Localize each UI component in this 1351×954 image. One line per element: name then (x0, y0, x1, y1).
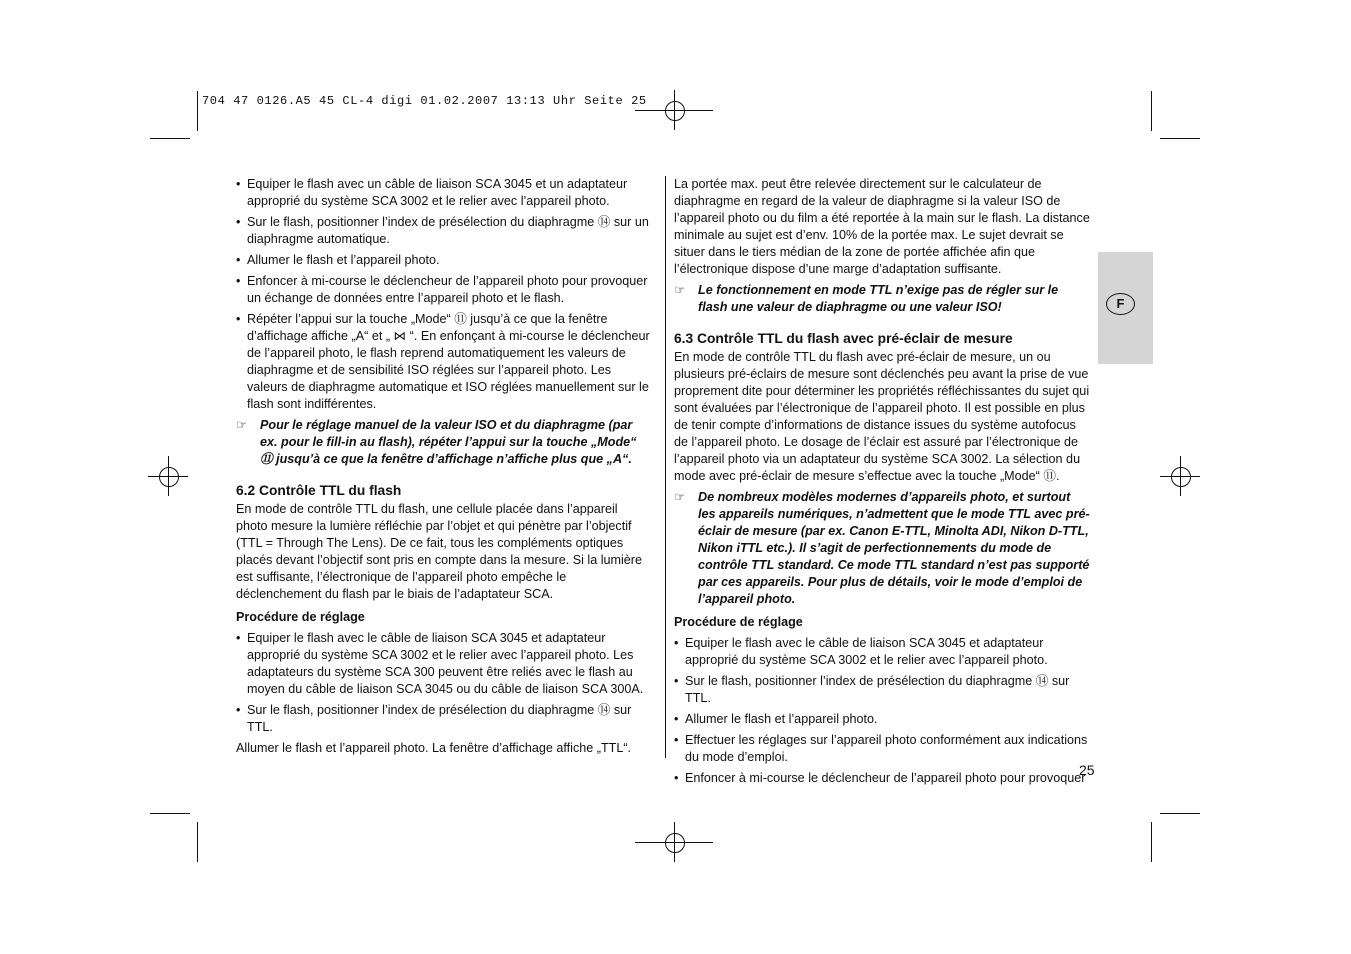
list-item: • Equiper le flash avec le câble de liaison SCA 3045 et adaptateur approprié du système SCA 3002 et le relier avec l’appareil photo. (674, 636, 1048, 667)
crop-mark (150, 138, 190, 139)
list-item: • Sur le flash, positionner l’index de présélection du diaphragme ⑭ sur TTL. (674, 674, 1070, 705)
list-item: • Equiper le flash avec le câble de liaison SCA 3045 et adaptateur approprié du système SCA 3002 et le relier avec l’appareil photo. Les adaptateurs du système SCA 300 peuvent être reliés avec le flash au moyen du câble de liaison SCA 3045 ou du câble de liaison SCA 300A. (236, 631, 644, 696)
section-heading-6-2: 6.2 Contrôle TTL du flash (236, 483, 402, 498)
language-tab (1098, 252, 1153, 364)
left-column (236, 176, 651, 761)
subheading-procedure: Procédure de réglage (674, 615, 803, 629)
paragraph: Allumer le flash et l’appareil photo. La fenêtre d’affichage affiche „TTL“. (236, 741, 632, 755)
crop-mark (1160, 138, 1200, 139)
crop-mark (197, 822, 198, 862)
list-item: • Equiper le flash avec un câble de liaison SCA 3045 et un adaptateur approprié du système SCA 3002 et le relier avec l’appareil photo. (236, 177, 628, 208)
paragraph: En mode de contrôle TTL du flash, une cellule placée dans l’appareil photo mesure la lumière réfléchie par l’objet et qui pénètre par l’objectif (TTL = Through The Lens). De ce fait, tous les compléments optiques placés devant l’objectif sont pris en compte dans la mesure. Si la lumière est suffisante, l’électronique de l’appareil photo empêche le déclenchement du flash par le biais de l’adaptateur SCA. (236, 502, 643, 601)
list-item: • Sur le flash, positionner l’index de présélection du diaphragme ⑭ sur un diaphragme automatique. (236, 215, 649, 246)
paragraph: La portée max. peut être relevée directement sur le calculateur de diaphragme en regard de la valeur de diaphragme si la valeur ISO de l’appareil photo ou du film a été reportée à la main sur le flash. La distance minimale au sujet est d’env. 10% de la portée max. Le sujet devrait se situer dans le tiers médian de la zone de portée affichée afin que l’électronique dispose d’une marge d’adaptation suffisante. (674, 177, 1090, 276)
print-header: 704 47 0126.A5 45 CL-4 digi 01.02.2007 13:13 Uhr Seite 25 (202, 94, 647, 108)
paragraph: En mode de contrôle TTL du flash avec pré-éclair de mesure, un ou plusieurs pré-éclairs de mesure sont déclenchés peu avant la prise de vue proprement dite pour déterminer les propriétés réfléchissantes du sujet qui sont évaluées par l’électronique de l’appareil photo. Il est possible en plus de tenir compte d’informations de distance issues du système autofocus de l’appareil photo. Le dosage de l’éclair est assuré par l’électronique de l’appareil photo via un adaptateur du système SCA 3002. La sélection du mode avec pré-éclair de mesure s’effectue avec la touche „Mode“ ⑪. (674, 350, 1090, 483)
language-badge: F (1106, 293, 1135, 315)
crop-mark (150, 813, 190, 814)
page-number: 25 (1079, 762, 1095, 778)
crop-mark (1151, 91, 1152, 131)
section-heading-6-3: 6.3 Contrôle TTL du flash avec pré-éclair de mesure (674, 331, 1013, 346)
list-item: • Effectuer les réglages sur l’appareil photo conformément aux indications du mode d’emploi. (674, 733, 1088, 764)
subheading-procedure: Procédure de réglage (236, 610, 365, 624)
crop-mark (197, 91, 198, 131)
pointing-hand-icon: ☞ (236, 418, 248, 432)
list-item: • Allumer le flash et l’appareil photo. (674, 712, 878, 726)
list-item: • Enfoncer à mi-course le déclencheur de l’appareil photo pour provoquer (674, 771, 1086, 785)
list-item: • Sur le flash, positionner l’index de présélection du diaphragme ⑭ sur TTL. (236, 703, 632, 734)
pointing-hand-icon: ☞ (674, 283, 686, 297)
note-digital-cameras: ☞ De nombreux modèles modernes d’appareils photo, et surtout les appareils numériques, n’admettent que le mode TTL avec pré-éclair de mesure (par ex. Canon E-TTL, Minolta ADI, Nikon D-TTL, Nikon iTTL etc.). Il s’agit de perfectionnements du mode de contrôle TTL standard. Ce mode TTL standard n’est pas supporté par ces appareils. Pour plus de détails, voir le mode d’emploi de l’appareil photo. (674, 490, 1090, 606)
crop-mark (1160, 813, 1200, 814)
pointing-hand-icon: ☞ (674, 490, 686, 504)
note-ttl-mode: ☞ Le fonctionnement en mode TTL n’exige pas de régler sur le flash une valeur de diaphragme ou une valeur ISO! (674, 283, 1059, 314)
right-column (674, 176, 1091, 791)
crop-mark (1151, 822, 1152, 862)
list-item: • Enfoncer à mi-course le déclencheur de l’appareil photo pour provoquer un échange de données entre l’appareil photo et le flash. (236, 274, 648, 305)
list-item: • Allumer le flash et l’appareil photo. (236, 253, 440, 267)
note-manual-iso: ☞ Pour le réglage manuel de la valeur ISO et du diaphragme (par ex. pour le fill-in au flash), répéter l’appui sur la touche „Mode“ ⑪ jusqu’à ce que la fenêtre d’affichage n’affiche plus que „A“. (236, 418, 637, 466)
column-divider (665, 176, 666, 758)
list-item: • Répéter l’appui sur la touche „Mode“ ⑪ jusqu’à ce que la fenêtre d’affichage affiche „A“ et „ ⋈ “. En enfonçant à mi-course le déclencheur de l’appareil photo, le flash reprend automatiquement les valeurs de diaphragme et de sensibilité ISO réglées sur l’appareil photo. Les valeurs de diaphragme automatique et ISO réglées manuellement sur le flash sont indifférentes. (236, 312, 650, 411)
